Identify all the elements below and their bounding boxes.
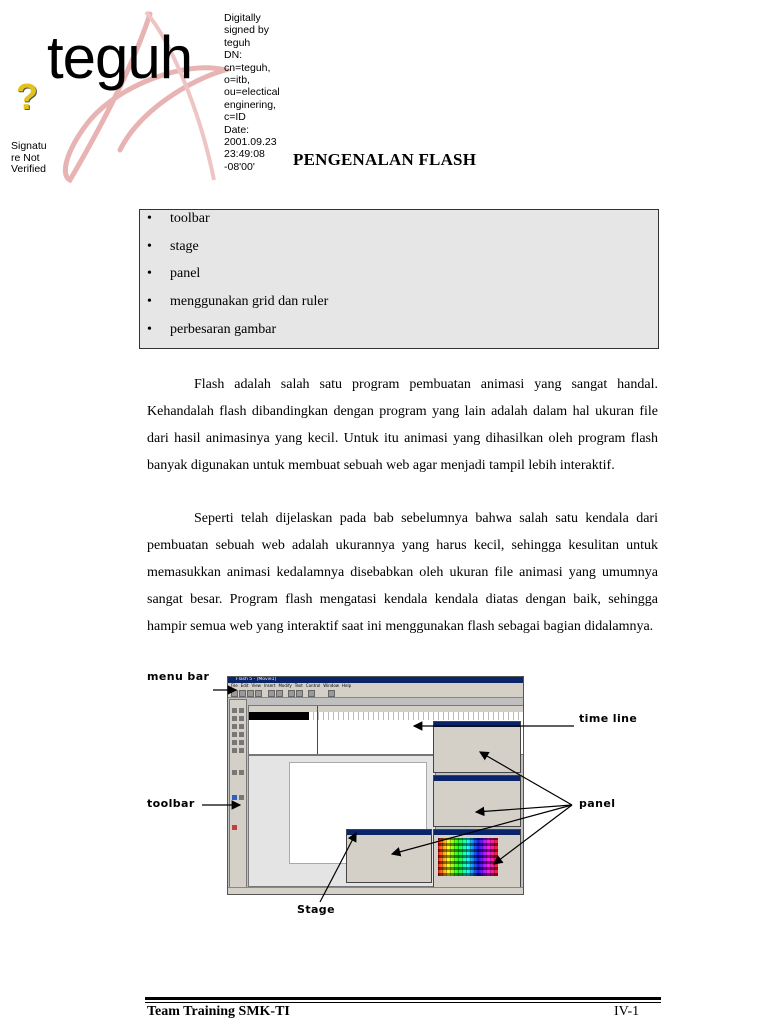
page-title: PENGENALAN FLASH: [293, 150, 477, 169]
paragraph: Flash adalah salah satu program pembuatan animasi yang sangat handal. Kehandalah flash dibandingkan dengan program yang lain adalah dalam hal ukuran file dari hasil animasinya yang kecil. Untuk itu animasi yang dihasilkan oleh program flash banyak digunakan untuk membuat sebuah web agar menjadi tampil lebih interaktif.: [147, 377, 658, 473]
page-number: IV-1: [614, 1004, 640, 1019]
app-statusbar: [228, 887, 523, 894]
app-menubar: File Edit View Insert Modify Text Control Window Help: [228, 683, 523, 689]
signature-status: Signatu re Not Verified: [11, 140, 47, 175]
unverified-question-icon: ?: [16, 76, 38, 117]
label-panel: panel: [579, 797, 616, 810]
signature-name-logo: teguh: [47, 24, 193, 91]
list-item: • panel: [147, 266, 201, 281]
paragraph: Seperti telah dijelaskan pada bab sebelumnya bahwa salah satu kendala dari pembuatan sebuah web adalah ukurannya yang harus kecil, sehingga kesulitan untuk memasukkan animasi kedalamnya disebabkan oleh ukuran file animasi yang umumnya sangat besar. Program flash mengatasi kendala kendala diatas dengan baik, sehingga hampir semua web yang interaktif saat ini menggunakan flash sebagai bagian didalamnya.: [147, 511, 658, 634]
label-stage: Stage: [297, 903, 335, 916]
list-item: • perbesaran gambar: [147, 322, 277, 337]
footer-left: Team Training SMK-TI: [147, 1004, 290, 1019]
list-item: • menggunakan grid dan ruler: [147, 294, 329, 309]
app-toolbox: [229, 699, 247, 891]
signature-details: Digitally signed by teguh DN: cn=teguh, o=itb, ou=electical enginering, c=ID Date: 2001.09.23 23:49:08 -08'00': [224, 12, 280, 173]
app-panel-info: [346, 829, 432, 883]
app-titlebar: Flash 5 - [Movie1]: [228, 677, 523, 683]
label-toolbar: toolbar: [147, 797, 195, 810]
footer-rule: [145, 997, 661, 1000]
flash-screenshot: [227, 676, 524, 895]
app-panel-swatches: [433, 829, 521, 889]
app-toolbar-row: [228, 689, 523, 698]
app-panel-character: [433, 721, 521, 773]
topic-box: [139, 209, 659, 349]
app-panel-instance: [433, 775, 521, 827]
list-item: • toolbar: [147, 211, 210, 226]
label-menu-bar: menu bar: [147, 670, 210, 683]
footer-rule: [145, 1002, 661, 1003]
list-item: • stage: [147, 239, 199, 254]
label-time-line: time line: [579, 712, 638, 725]
